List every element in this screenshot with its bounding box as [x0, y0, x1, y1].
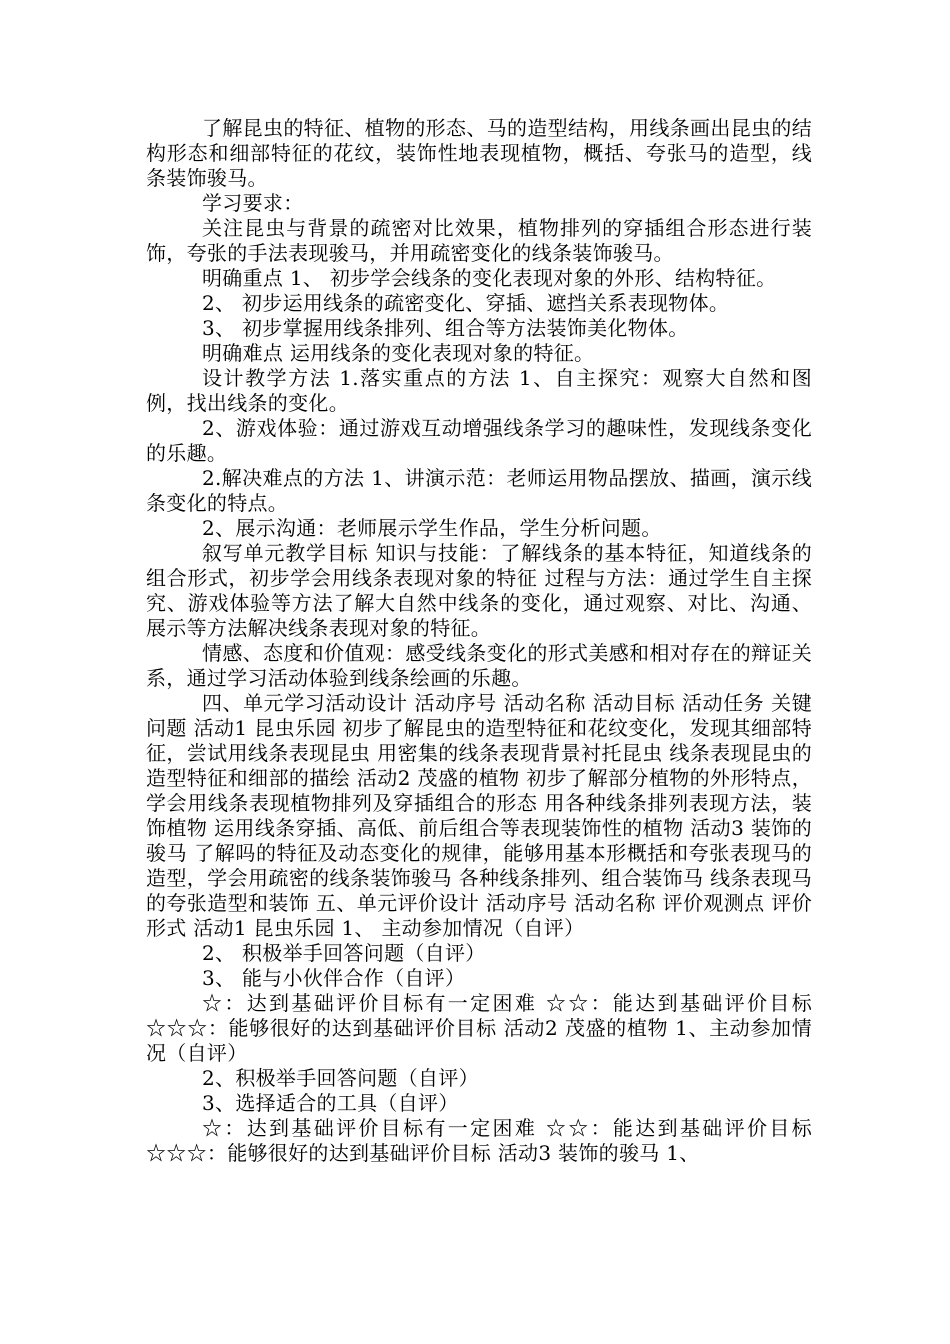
- paragraph-eval-plant-2: 2、积极举手回答问题（自评）: [202, 1066, 479, 1090]
- document-body: [146, 116, 812, 1166]
- paragraph-key-point-2: 2、 初步运用线条的疏密变化、穿插、遮挡关系表现物体。: [202, 291, 730, 315]
- paragraph-eval-stars-1: ☆：达到基础评价目标有一定困难 ☆☆：能达到基础评价目标 ☆☆☆：能够很好的达到基础评价目标 活动2 茂盛的植物 1、主动参加情况（自评）: [146, 991, 812, 1065]
- paragraph-goals-summary: 了解昆虫的特征、植物的形态、马的造型结构，用线条画出昆虫的结构形态和细部特征的花纹，装饰性地表现植物，概括、夸张马的造型，线条装饰骏马。: [146, 116, 812, 190]
- paragraph-eval-plant-3: 3、选择适合的工具（自评）: [202, 1091, 459, 1115]
- paragraph-key-point-3: 3、 初步掌握用线条排列、组合等方法装饰美化物体。: [202, 316, 689, 340]
- paragraph-eval-2: 2、 积极举手回答问题（自评）: [202, 941, 486, 965]
- paragraph-learning-requirements-heading: 学习要求：: [202, 191, 304, 215]
- paragraph-method-4: 2、展示沟通：老师展示学生作品，学生分析问题。: [202, 516, 662, 540]
- paragraph-key-point-1: 明确重点 1、 初步学会线条的变化表现对象的外形、结构特征。: [202, 266, 777, 290]
- paragraph-method-2: 2、游戏体验：通过游戏互动增强线条学习的趣味性，发现线条变化的乐趣。: [146, 416, 812, 465]
- paragraph-attitude-values: 情感、态度和价值观：感受线条变化的形式美感和相对存在的辩证关系，通过学习活动体验到线条绘画的乐趣。: [146, 641, 812, 690]
- paragraph-difficulty: 明确难点 运用线条的变化表现对象的特征。: [202, 341, 595, 365]
- paragraph-unit-objectives: 叙写单元教学目标 知识与技能：了解线条的基本特征，知道线条的组合形式，初步学会用线条表现对象的特征 过程与方法：通过学生自主探究、游戏体验等方法了解大自然中线条的变化，通过观察、对比、沟通、展示等方法解决线条表现对象的特征。: [146, 541, 812, 640]
- paragraph-learning-requirements: 关注昆虫与背景的疏密对比效果，植物排列的穿插组合形态进行装饰，夸张的手法表现骏马，并用疏密变化的线条装饰骏马。: [146, 216, 812, 265]
- paragraph-method-3: 2.解决难点的方法 1、讲演示范：老师运用物品摆放、描画，演示线条变化的特点。: [146, 466, 812, 515]
- paragraph-eval-stars-2: ☆：达到基础评价目标有一定困难 ☆☆：能达到基础评价目标 ☆☆☆：能够很好的达到基础评价目标 活动3 装饰的骏马 1、: [146, 1116, 812, 1165]
- paragraph-eval-3: 3、 能与小伙伴合作（自评）: [202, 966, 466, 990]
- paragraph-method-1: 设计教学方法 1.落实重点的方法 1、自主探究：观察大自然和图例，找出线条的变化。: [146, 366, 812, 415]
- paragraph-activity-design: 四、单元学习活动设计 活动序号 活动名称 活动目标 活动任务 关键问题 活动1 昆虫乐园 初步了解昆虫的造型特征和花纹变化，发现其细部特征，尝试用线条表现昆虫 用密集的线条表现背景衬托昆虫 线条表现昆虫的造型特征和细部的描绘 活动2 茂盛的植物 初步了解部分植物的外形特点，学会用线条表现植物排列及穿插组合的形态 用各种线条排列表现方法，装饰植物 运用线条穿插、高低、前后组合等表现装饰性的植物 活动3 装饰的骏马 了解吗的特征及动态变化的规律，能够用基本形概括和夸张表现马的造型，学会用疏密的线条装饰骏马 各种线条排列、组合装饰马 线条表现马的夸张造型和装饰 五、单元评价设计 活动序号 活动名称 评价观测点 评价形式 活动1 昆虫乐园 1、 主动参加情况（自评）: [146, 691, 812, 940]
